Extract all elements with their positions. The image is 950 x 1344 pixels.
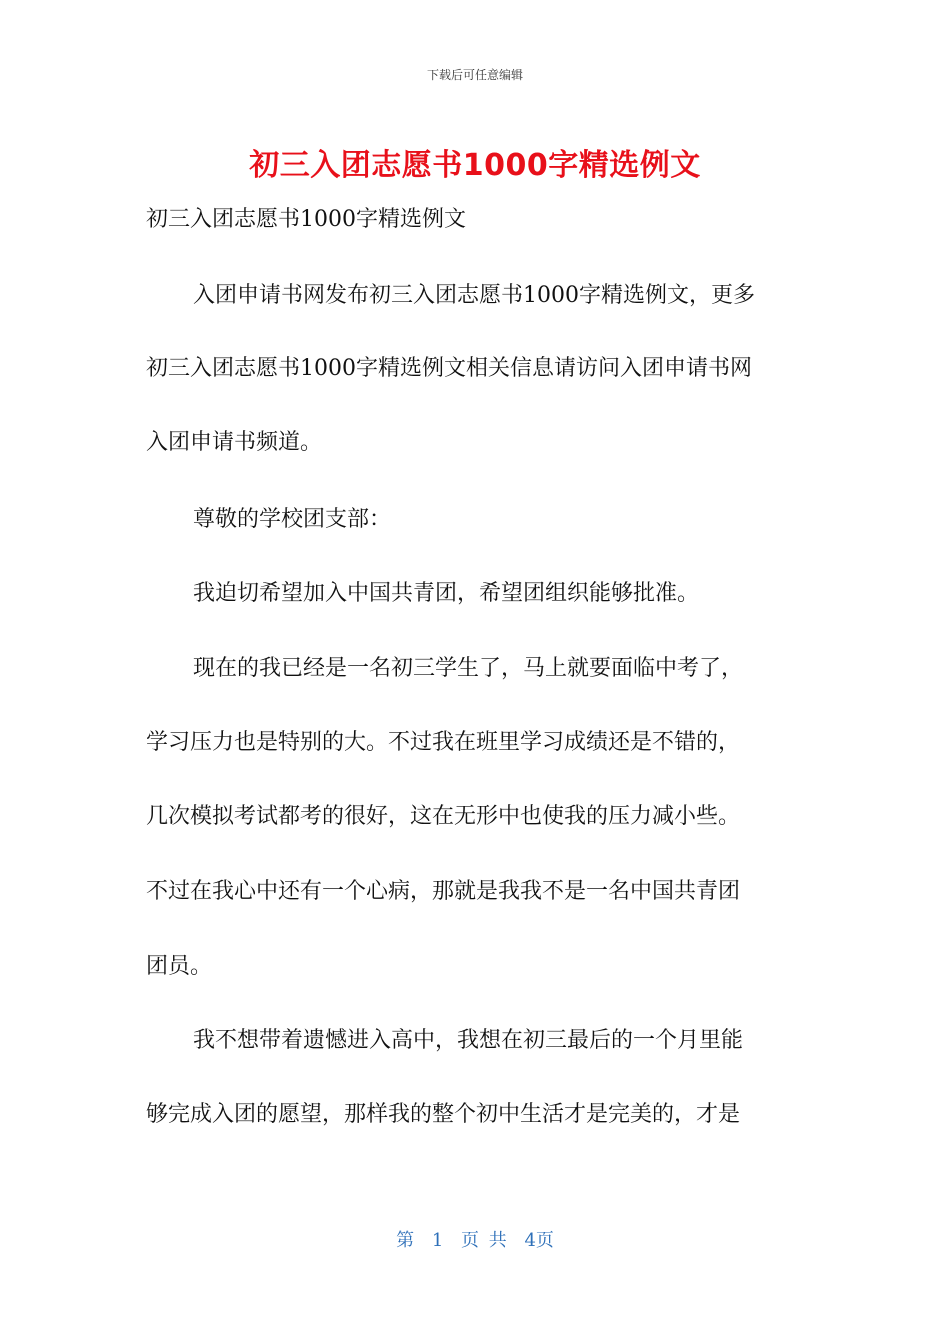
paragraph-line: 不过在我心中还有一个心病，那就是我我不是一名中国共青团 <box>146 879 741 904</box>
header-note: 下载后可任意编辑 <box>426 68 523 82</box>
footer-current-page: 1 <box>431 1230 444 1251</box>
paragraph-line: 初三入团志愿书1000字精选例文相关信息请访问入团申请书网 <box>146 356 752 381</box>
paragraph-line: 够完成入团的愿望，那样我的整个初中生活才是完美的，才是 <box>146 1102 741 1127</box>
paragraph-line: 现在的我已经是一名初三学生了，马上就要面临中考了， <box>193 656 744 681</box>
subtitle-line: 初三入团志愿书1000字精选例文 <box>146 207 466 232</box>
page-footer <box>0 1226 950 1252</box>
salutation-line: 尊敬的学校团支部： <box>193 507 392 532</box>
paragraph-line: 学习压力也是特别的大。不过我在班里学习成绩还是不错的， <box>146 730 741 755</box>
paragraph-line: 我不想带着遗憾进入高中，我想在初三最后的一个月里能 <box>193 1028 744 1053</box>
paragraph-line: 团员。 <box>146 954 213 979</box>
paragraph-line: 入团申请书网发布初三入团志愿书1000字精选例文，更多 <box>193 283 755 308</box>
paragraph-line: 入团申请书频道。 <box>146 430 323 455</box>
paragraph-line: 我迫切希望加入中国共青团，希望团组织能够批准。 <box>193 581 700 606</box>
paragraph-line: 几次模拟考试都考的很好，这在无形中也使我的压力减小些。 <box>146 804 741 829</box>
footer-middle: 页 共 <box>461 1230 507 1251</box>
footer-total-pages: 4页 <box>524 1230 554 1251</box>
footer-prefix: 第 <box>396 1230 415 1251</box>
document-title: 初三入团志愿书1000字精选例文 <box>249 148 701 183</box>
